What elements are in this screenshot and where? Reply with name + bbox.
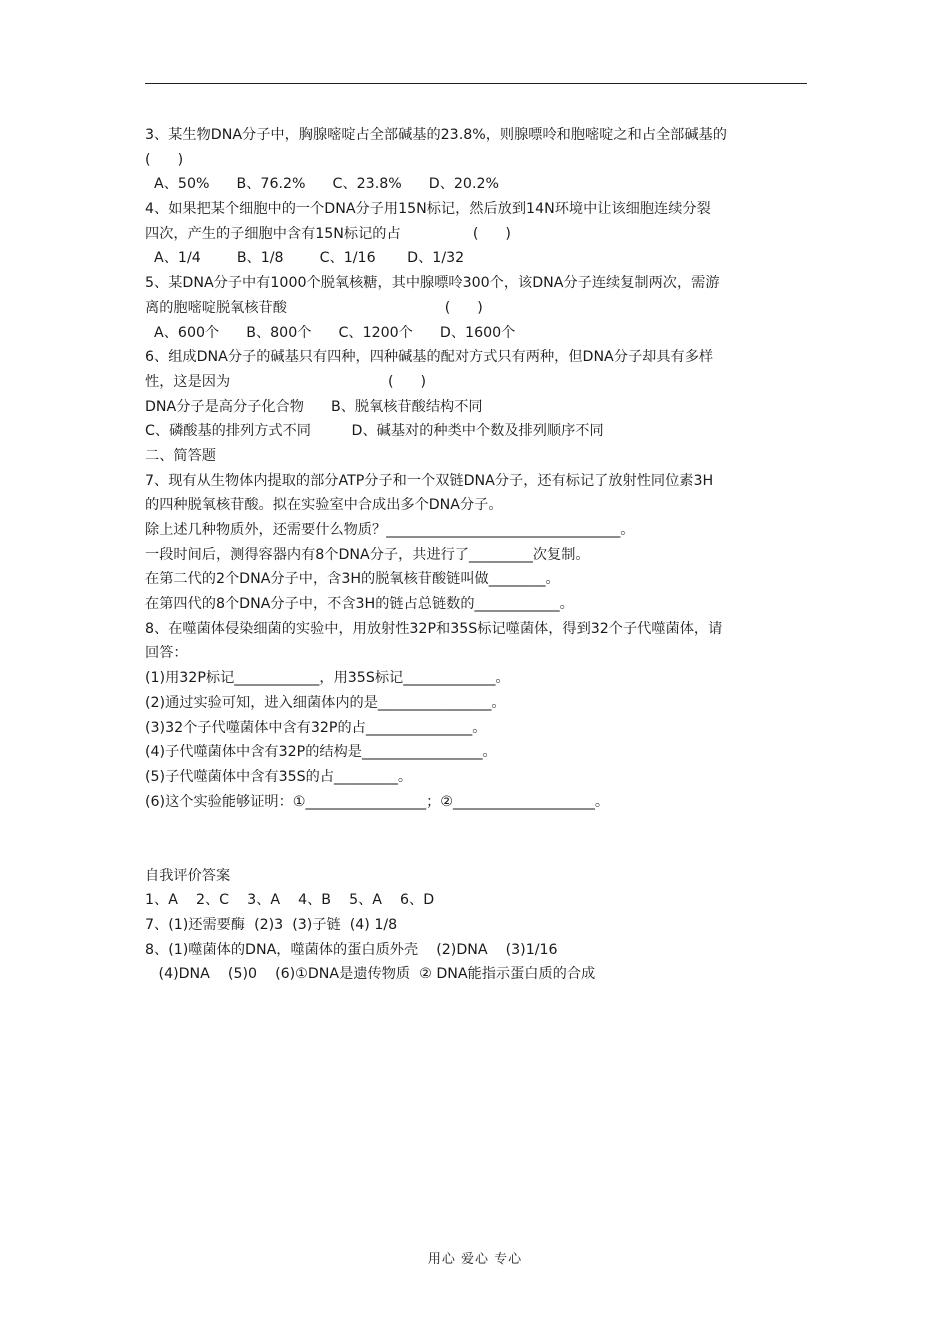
header-rule bbox=[145, 83, 807, 84]
worksheet-body bbox=[145, 123, 809, 987]
q5-stem-line2: 离的胞嘧啶脱氧核苷酸 ( ) bbox=[145, 299, 483, 316]
q3-stem-line1: 3、某生物DNA分子中，胸腺嘧啶占全部碱基的23.8%，则腺嘌呤和胞嘧啶之和占全部碱基的 bbox=[145, 127, 727, 143]
spacer bbox=[145, 839, 809, 864]
spacer bbox=[145, 814, 809, 839]
q4-stem-line1: 4、如果把某个细胞中的一个DNA分子用15N标记，然后放到14N环境中让该细胞连续分裂 bbox=[145, 201, 711, 218]
q8-stem-line1: 8、在噬菌体侵染细菌的实验中，用放射性32P和35S标记噬菌体，得到32个子代噬菌体，请 bbox=[145, 620, 723, 637]
q7-sub2: 一段时间后，测得容器内有8个DNA分子，共进行了_________次复制。 bbox=[145, 546, 590, 563]
q7-sub1: 除上述几种物质外，还需要什么物质？_________________________________。 bbox=[145, 522, 635, 538]
q7-sub3: 在第二代的2个DNA分子中，含3H的脱氧核苷酸链叫做________。 bbox=[145, 571, 560, 588]
answers-title: 自我评价答案 bbox=[145, 867, 231, 884]
q6-stem-line1: 6、组成DNA分子的碱基只有四种，四种碱基的配对方式只有两种，但DNA分子却具有多样 bbox=[145, 349, 714, 366]
q6-options-line1: DNA分子是高分子化合物 B、脱氧核苷酸结构不同 bbox=[145, 398, 483, 415]
q7-sub4: 在第四代的8个DNA分子中，不含3H的链占总链数的____________。 bbox=[145, 596, 574, 613]
q8-sub3: (3)32个子代噬菌体中含有32P的占_______________。 bbox=[145, 719, 487, 736]
q8-sub1: (1)用32P标记____________，用35S标记_____________。 bbox=[145, 670, 510, 687]
q6-stem-line2: 性，这是因为 ( ) bbox=[145, 373, 427, 390]
q8-sub5: (5)子代噬菌体中含有35S的占_________。 bbox=[145, 768, 413, 785]
q5-options: A、600个 B、800个 C、1200个 D、1600个 bbox=[145, 324, 516, 341]
answers-line4: (4)DNA (5)0 (6)①DNA是遗传物质 ② DNA能指示蛋白质的合成 bbox=[145, 966, 596, 983]
answers-line3: 8、(1)噬菌体的DNA，噬菌体的蛋白质外壳 (2)DNA (3)1/16 bbox=[145, 941, 558, 958]
q8-sub4: (4)子代噬菌体中含有32P的结构是_________________。 bbox=[145, 744, 497, 761]
q8-stem-line2: 回答： bbox=[145, 645, 188, 662]
q3-stem-line2: ( ) bbox=[145, 151, 184, 168]
q3-options: A、50% B、76.2% C、23.8% D、20.2% bbox=[145, 176, 499, 193]
q8-sub2: (2)通过实验可知，进入细菌体内的是________________。 bbox=[145, 694, 506, 711]
q7-stem-line1: 7、现有从生物体内提取的部分ATP分子和一个双链DNA分子，还有标记了放射性同位素3H bbox=[145, 472, 714, 489]
q7-stem-line2: 的四种脱氧核苷酸。拟在实验室中合成出多个DNA分子。 bbox=[145, 497, 503, 514]
q4-options: A、1/4 B、1/8 C、1/16 D、1/32 bbox=[145, 250, 465, 267]
q6-options-line2: C、磷酸基的排列方式不同 D、碱基对的种类中个数及排列顺序不同 bbox=[145, 423, 604, 440]
page-footer: 用心 爱心 专心 bbox=[427, 1252, 523, 1267]
q5-stem-line1: 5、某DNA分子中有1000个脱氧核糖，其中腺嘌呤300个，该DNA分子连续复制两次，需游 bbox=[145, 275, 720, 292]
section2-title: 二、简答题 bbox=[145, 447, 216, 464]
answers-line1: 1、A 2、C 3、A 4、B 5、A 6、D bbox=[145, 892, 435, 909]
answers-line2: 7、(1)还需要酶 (2)3 (3)子链 (4) 1/8 bbox=[145, 917, 398, 933]
q8-sub6: (6)这个实验能够证明：①_________________；②____________________。 bbox=[145, 793, 610, 810]
q4-stem-line2: 四次，产生的子细胞中含有15N标记的占 ( ) bbox=[145, 225, 511, 242]
